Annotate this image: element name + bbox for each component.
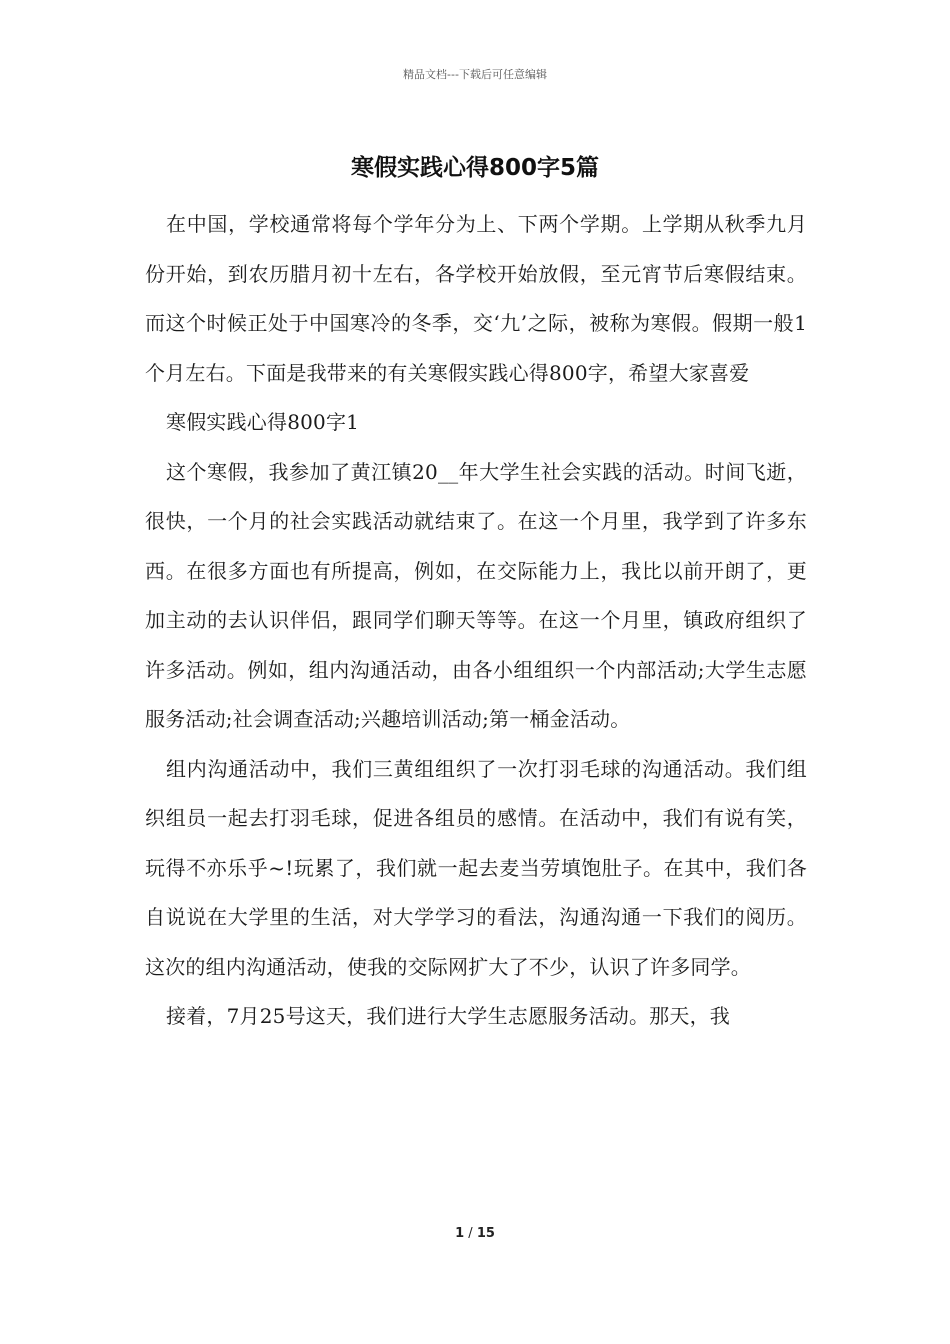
paragraph-section-1-a: 这个寒假，我参加了黄江镇20__年大学生社会实践的活动。时间飞逝，很快，一个月的社会实践活动就结束了。在这一个月里，我学到了许多东西。在很多方面也有所提高，例如，在交际能力上，我比以前开朗了，更加主动的去认识伴侣，跟同学们聊天等等。在这一个月里，镇政府组织了许多活动。例如，组内沟通活动，由各小组组织一个内部活动;大学生志愿服务活动;社会调查活动;兴趣培训活动;第一桶金活动。: [145, 459, 807, 731]
page-separator: /: [468, 1226, 473, 1241]
document-header-note: 精品文档---下载后可任意编辑: [403, 68, 547, 81]
paragraph-section-1-c: 接着，7月25号这天，我们进行大学生志愿服务活动。那天，我: [166, 1004, 730, 1028]
page-current: 1: [455, 1226, 465, 1241]
section-heading-1: 寒假实践心得800字1: [166, 410, 360, 434]
paragraph-intro: 在中国，学校通常将每个学年分为上、下两个学期。上学期从秋季九月份开始，到农历腊月初十左右，各学校开始放假，至元宵节后寒假结束。而这个时候正处于中国寒冷的冬季，交‘九’之际，被称为寒假。假期一般1个月左右。下面是我带来的有关寒假实践心得800字，希望大家喜爱: [145, 212, 807, 385]
paragraph-section-1-b: 组内沟通活动中，我们三黄组组织了一次打羽毛球的沟通活动。我们组织组员一起去打羽毛球，促进各组员的感情。在活动中，我们有说有笑，玩得不亦乐乎~!玩累了，我们就一起去麦当劳填饱肚子。在其中，我们各自说说在大学里的生活，对大学学习的看法，沟通沟通一下我们的阅历。这次的组内沟通活动，使我的交际网扩大了不少，认识了许多同学。: [145, 756, 807, 979]
document-title: 寒假实践心得800字5篇: [350, 155, 599, 181]
document-body: [145, 200, 807, 1042]
page-number: [0, 1226, 950, 1241]
page-total: 15: [476, 1226, 495, 1241]
